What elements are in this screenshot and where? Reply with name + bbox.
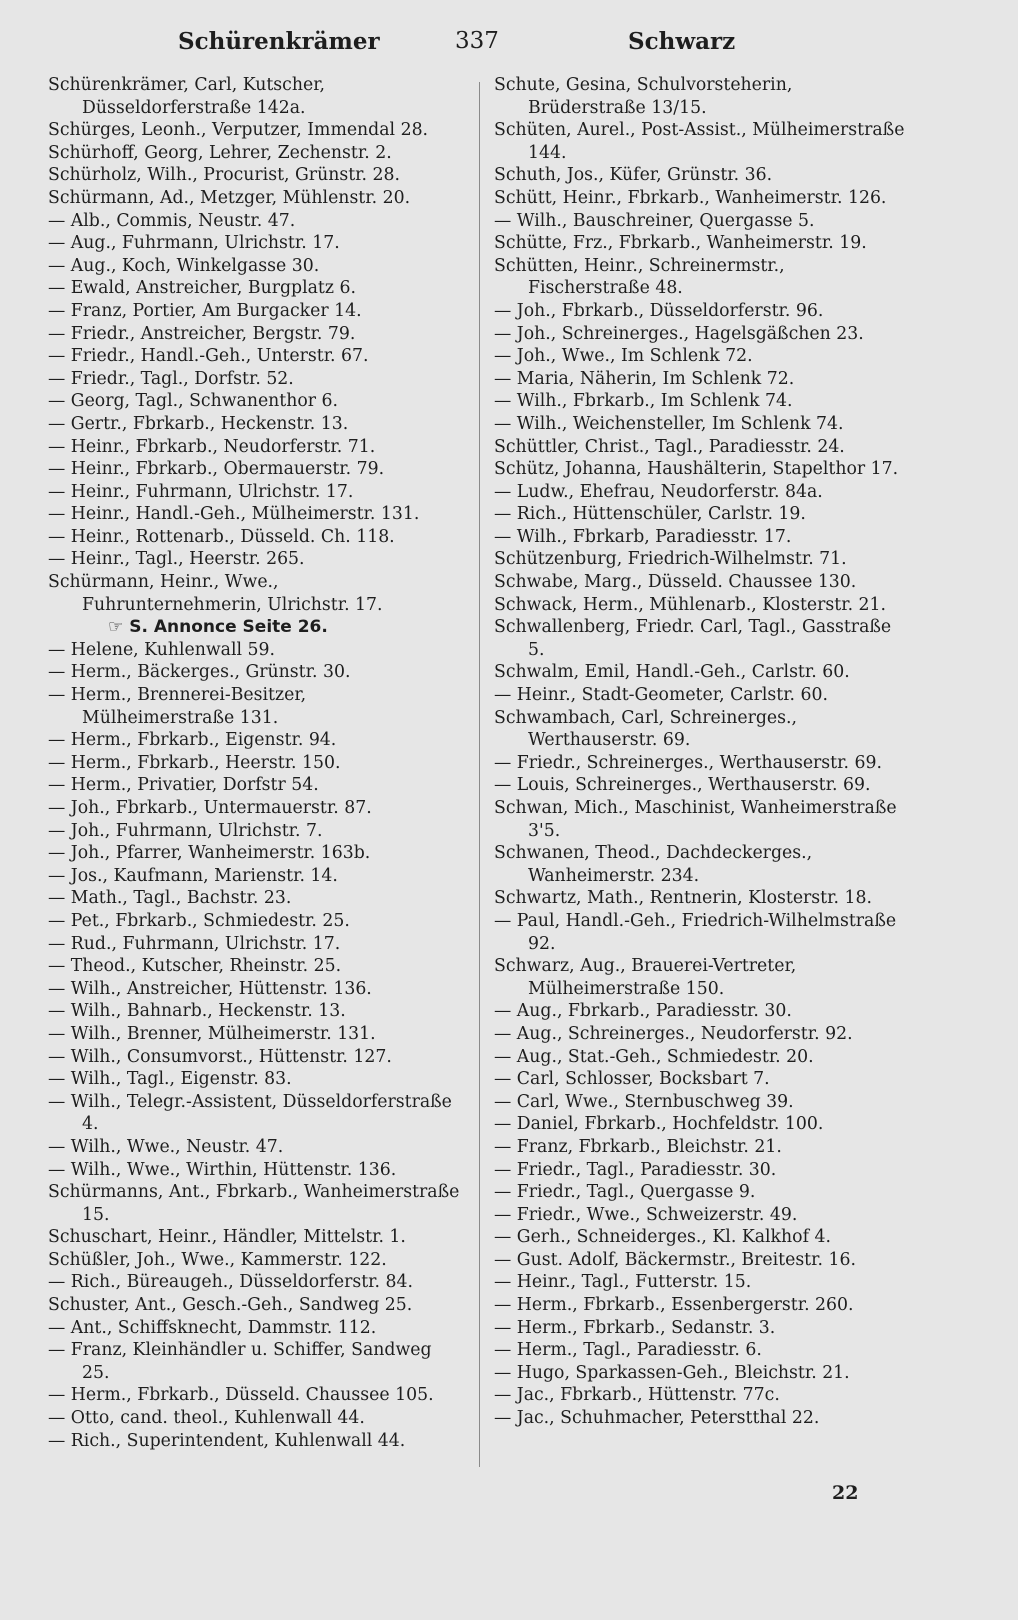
directory-entry: — Joh., Fuhrmann, Ulrichstr. 7. xyxy=(48,820,323,841)
directory-entry: Schüßler, Joh., Wwe., Kammerstr. 122. xyxy=(48,1249,387,1270)
directory-entry: — Wilh., Brenner, Mülheimerstr. 131. xyxy=(48,1023,376,1044)
directory-entry: — Aug., Fuhrmann, Ulrichstr. 17. xyxy=(48,233,340,254)
directory-entry: Schwabe, Marg., Düsseld. Chaussee 130. xyxy=(494,572,857,593)
directory-entry: Schwanen, Theod., Dachdeckerges., Wanheimerstr. 234. xyxy=(494,843,813,886)
directory-entry: — Friedr., Schreinerges., Werthauserstr. 69. xyxy=(494,752,882,773)
directory-entry: Schütten, Heinr., Schreinermstr., Fischerstraße 48. xyxy=(494,255,785,299)
directory-entry: — Rud., Fuhrmann, Ulrichstr. 17. xyxy=(48,933,341,954)
directory-entry: — Friedr., Handl.-Geh., Unterstr. 67. xyxy=(48,346,369,367)
directory-entry: — Pet., Fbrkarb., Schmiedestr. 25. xyxy=(48,910,350,931)
directory-entry: — Gust. Adolf, Bäckermstr., Breitestr. 16. xyxy=(494,1249,856,1270)
directory-entry: — Franz, Fbrkarb., Bleichstr. 21. xyxy=(494,1136,782,1157)
directory-entry: Schürhoff, Georg, Lehrer, Zechenstr. 2. xyxy=(48,142,392,163)
annonce-text: S. Annonce Seite 26. xyxy=(129,617,328,638)
directory-entry: Schute, Gesina, Schulvorsteherin, Brüderstraße 13/15. xyxy=(494,75,793,118)
directory-entry: — Math., Tagl., Bachstr. 23. xyxy=(48,888,292,909)
directory-entry: — Herm., Fbrkarb., Sedanstr. 3. xyxy=(494,1317,776,1338)
directory-entry: — Wilh., Consumvorst., Hüttenstr. 127. xyxy=(48,1046,392,1067)
directory-entry: — Herm., Tagl., Paradiesstr. 6. xyxy=(494,1340,762,1361)
column-divider xyxy=(479,82,480,1467)
directory-entry: Schürenkrämer, Carl, Kutscher, Düsseldorferstraße 142a. xyxy=(48,75,326,118)
directory-entry: — Friedr., Wwe., Schweizerstr. 49. xyxy=(494,1204,798,1225)
directory-entry: — Wilh., Anstreicher, Hüttenstr. 136. xyxy=(48,978,372,999)
directory-entry: Schürholz, Wilh., Procurist, Grünstr. 28. xyxy=(48,165,400,186)
directory-entry: Schürmann, Ad., Metzger, Mühlenstr. 20. xyxy=(48,187,411,208)
directory-entry: Schwallenberg, Friedr. Carl, Tagl., Gasstraße 5. xyxy=(494,617,892,660)
directory-entry: — Heinr., Stadt-Geometer, Carlstr. 60. xyxy=(494,685,829,706)
directory-entry: — Aug., Stat.-Geh., Schmiedestr. 20. xyxy=(494,1046,814,1067)
directory-entry: — Heinr., Fbrkarb., Neudorferstr. 71. xyxy=(48,436,376,457)
directory-entry: — Maria, Näherin, Im Schlenk 72. xyxy=(494,368,795,389)
directory-entry: Schüten, Aurel., Post-Assist., Mülheimerstraße 144. xyxy=(494,120,905,163)
directory-entry: — Jac., Schuhmacher, Peterstthal 22. xyxy=(494,1408,820,1429)
directory-entry: Schuth, Jos., Küfer, Grünstr. 36. xyxy=(494,165,773,186)
running-header xyxy=(0,24,985,60)
directory-entry: — Heinr., Rottenarb., Düsseld. Ch. 118. xyxy=(48,526,395,547)
directory-entry: — Gerh., Schneiderges., Kl. Kalkhof 4. xyxy=(494,1227,831,1248)
directory-entry: — Rich., Büreaugeh., Düsseldorferstr. 84. xyxy=(48,1272,413,1293)
directory-entry: — Rich., Superintendent, Kuhlenwall 44. xyxy=(48,1430,406,1451)
directory-entry: — Wilh., Bauschreiner, Quergasse 5. xyxy=(494,210,815,231)
directory-entry: — Aug., Koch, Winkelgasse 30. xyxy=(48,255,320,276)
directory-entry: — Friedr., Tagl., Paradiesstr. 30. xyxy=(494,1159,777,1180)
signature-mark: 22 xyxy=(832,1482,859,1504)
left-column xyxy=(48,74,460,1452)
directory-entry: Schütt, Heinr., Fbrkarb., Wanheimerstr. 126. xyxy=(494,187,887,208)
directory-entry: — Hugo, Sparkassen-Geh., Bleichstr. 21. xyxy=(494,1362,850,1383)
pointing-hand-icon: ☞ xyxy=(108,617,124,638)
page-number: 337 xyxy=(455,28,499,54)
directory-entry: — Joh., Fbrkarb., Düsseldorferstr. 96. xyxy=(494,300,824,321)
directory-entry: — Heinr., Fbrkarb., Obermauerstr. 79. xyxy=(48,459,385,480)
directory-entry: — Herm., Privatier, Dorfstr 54. xyxy=(48,775,319,796)
directory-entry: Schütte, Frz., Fbrkarb., Wanheimerstr. 19. xyxy=(494,233,867,254)
directory-entry: — Herm., Brennerei-Besitzer, Mülheimerstraße 131. xyxy=(48,685,307,728)
directory-entry: — Wilh., Telegr.-Assistent, Düsseldorferstraße 4. xyxy=(48,1091,452,1135)
directory-entry: Schwarz, Aug., Brauerei-Vertreter, Mülheimerstraße 150. xyxy=(494,956,797,999)
directory-entry: — Franz, Kleinhändler u. Schiffer, Sandweg 25. xyxy=(48,1340,432,1383)
directory-entry: — Herm., Fbrkarb., Essenbergerstr. 260. xyxy=(494,1295,854,1316)
directory-entry: — Georg, Tagl., Schwanenthor 6. xyxy=(48,391,339,412)
directory-entry: Schüttler, Christ., Tagl., Paradiesstr. 24. xyxy=(494,436,845,457)
directory-entry: — Heinr., Tagl., Heerstr. 265. xyxy=(48,549,305,570)
directory-entry: Schwartz, Math., Rentnerin, Klosterstr. 18. xyxy=(494,888,872,909)
directory-entry: Schwalm, Emil, Handl.-Geh., Carlstr. 60. xyxy=(494,662,850,683)
directory-entry: — Friedr., Tagl., Quergasse 9. xyxy=(494,1182,756,1203)
directory-entry: — Carl, Wwe., Sternbuschweg 39. xyxy=(494,1091,794,1112)
directory-entry: — Aug., Schreinerges., Neudorferstr. 92. xyxy=(494,1023,853,1044)
annonce-reference xyxy=(48,616,460,639)
header-right-keyword: Schwarz xyxy=(628,28,736,55)
right-column xyxy=(494,74,906,1430)
header-left-keyword: Schürenkrämer xyxy=(178,28,380,55)
directory-entry: — Franz, Portier, Am Burgacker 14. xyxy=(48,300,362,321)
directory-entry: — Helene, Kuhlenwall 59. xyxy=(48,639,275,660)
directory-entry: — Joh., Schreinerges., Hagelsgäßchen 23. xyxy=(494,323,864,344)
directory-entry: — Wilh., Fbrkarb, Paradiesstr. 17. xyxy=(494,526,792,547)
directory-entry: Schwan, Mich., Maschinist, Wanheimerstraße 3'5. xyxy=(494,798,897,841)
directory-entry: Schuschart, Heinr., Händler, Mittelstr. 1. xyxy=(48,1227,406,1248)
directory-entry: — Jac., Fbrkarb., Hüttenstr. 77c. xyxy=(494,1385,780,1406)
directory-entry: — Daniel, Fbrkarb., Hochfeldstr. 100. xyxy=(494,1114,824,1135)
directory-entry: — Heinr., Handl.-Geh., Mülheimerstr. 131. xyxy=(48,504,420,525)
directory-entry: — Ewald, Anstreicher, Burgplatz 6. xyxy=(48,278,356,299)
directory-entry: — Wilh., Fbrkarb., Im Schlenk 74. xyxy=(494,391,793,412)
directory-entry: — Friedr., Anstreicher, Bergstr. 79. xyxy=(48,323,356,344)
directory-entry: — Herm., Bäckerges., Grünstr. 30. xyxy=(48,662,351,683)
directory-entry: — Wilh., Wwe., Neustr. 47. xyxy=(48,1136,284,1157)
directory-entry: — Aug., Fbrkarb., Paradiesstr. 30. xyxy=(494,1001,792,1022)
directory-entry: — Louis, Schreinerges., Werthauserstr. 69. xyxy=(494,775,871,796)
directory-entry: — Wilh., Weichensteller, Im Schlenk 74. xyxy=(494,413,844,434)
directory-entry: Schützenburg, Friedrich-Wilhelmstr. 71. xyxy=(494,549,847,570)
directory-entry: — Joh., Wwe., Im Schlenk 72. xyxy=(494,346,753,367)
directory-entry: — Theod., Kutscher, Rheinstr. 25. xyxy=(48,956,342,977)
directory-entry: — Friedr., Tagl., Dorfstr. 52. xyxy=(48,368,294,389)
directory-entry: Schwack, Herm., Mühlenarb., Klosterstr. 21. xyxy=(494,594,887,615)
directory-entry: Schuster, Ant., Gesch.-Geh., Sandweg 25. xyxy=(48,1295,413,1316)
directory-entry: Schütz, Johanna, Haushälterin, Stapelthor 17. xyxy=(494,459,899,480)
directory-entry: Schürges, Leonh., Verputzer, Immendal 28. xyxy=(48,120,429,141)
directory-entry: — Joh., Fbrkarb., Untermauerstr. 87. xyxy=(48,798,372,818)
directory-entry: Schürmann, Heinr., Wwe., Fuhrunternehmerin, Ulrichstr. 17. xyxy=(48,572,383,615)
directory-entry: — Alb., Commis, Neustr. 47. xyxy=(48,210,296,231)
directory-entry: Schürmanns, Ant., Fbrkarb., Wanheimerstraße 15. xyxy=(48,1182,460,1225)
directory-entry: — Ant., Schiffsknecht, Dammstr. 112. xyxy=(48,1317,377,1338)
directory-entry: — Wilh., Tagl., Eigenstr. 83. xyxy=(48,1069,292,1090)
directory-entry: — Wilh., Bahnarb., Heckenstr. 13. xyxy=(48,1001,346,1022)
directory-entry: — Heinr., Fuhrmann, Ulrichstr. 17. xyxy=(48,481,354,502)
directory-entry: — Joh., Pfarrer, Wanheimerstr. 163b. xyxy=(48,843,371,864)
directory-entry: — Rich., Hüttenschüler, Carlstr. 19. xyxy=(494,504,806,525)
directory-entry: — Gertr., Fbrkarb., Heckenstr. 13. xyxy=(48,413,349,434)
directory-entry: — Herm., Fbrkarb., Eigenstr. 94. xyxy=(48,730,337,751)
directory-entry: — Paul, Handl.-Geh., Friedrich-Wilhelmstraße 92. xyxy=(494,910,897,954)
directory-entry: — Herm., Fbrkarb., Düsseld. Chaussee 105. xyxy=(48,1385,434,1406)
directory-entry: Schwambach, Carl, Schreinerges., Werthauserstr. 69. xyxy=(494,707,798,751)
directory-entry: — Jos., Kaufmann, Marienstr. 14. xyxy=(48,865,338,886)
directory-entry: — Herm., Fbrkarb., Heerstr. 150. xyxy=(48,752,341,773)
directory-entry: — Ludw., Ehefrau, Neudorferstr. 84a. xyxy=(494,481,823,502)
directory-entry: — Wilh., Wwe., Wirthin, Hüttenstr. 136. xyxy=(48,1159,397,1180)
directory-entry: — Otto, cand. theol., Kuhlenwall 44. xyxy=(48,1408,365,1429)
directory-entry: — Heinr., Tagl., Futterstr. 15. xyxy=(494,1272,752,1293)
directory-entry: — Carl, Schlosser, Bocksbart 7. xyxy=(494,1069,770,1090)
